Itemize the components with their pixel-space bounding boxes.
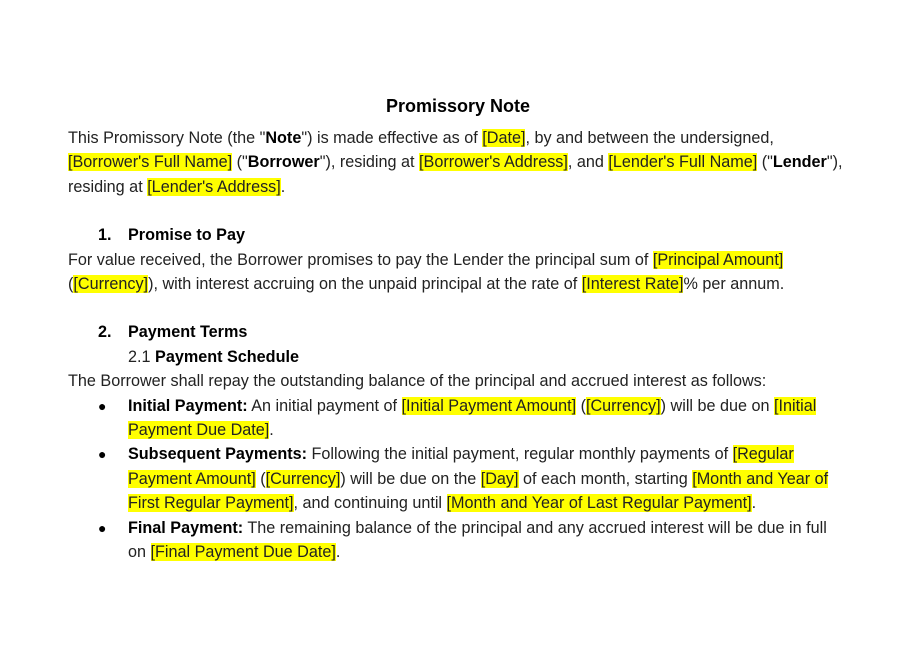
text-run: ( bbox=[68, 275, 74, 294]
payment-schedule-list bbox=[68, 394, 848, 565]
spacer bbox=[68, 199, 848, 223]
placeholder-first-regular-payment: [Month and Year of First Regular Payment] bbox=[128, 469, 829, 513]
section-2-heading bbox=[68, 320, 848, 344]
text-run: ( bbox=[576, 396, 586, 415]
text-run: , by and between the undersigned, bbox=[525, 129, 774, 147]
intro-paragraph bbox=[68, 126, 848, 199]
placeholder-final-payment-due-date: [Final Payment Due Date] bbox=[150, 543, 336, 562]
list-item-subsequent-payments bbox=[68, 442, 848, 515]
list-item-label: Initial Payment: bbox=[128, 396, 248, 415]
text-run: . bbox=[269, 421, 274, 440]
list-item-initial-payment bbox=[68, 394, 848, 443]
text-run: ) will be due on the bbox=[340, 469, 481, 488]
text-run: "), residing at bbox=[68, 153, 843, 196]
text-run: ) will be due on bbox=[660, 396, 775, 415]
text-run: . bbox=[335, 543, 341, 562]
placeholder-last-regular-payment: [Month and Year of Last Regular Payment] bbox=[446, 494, 752, 513]
subsection-title: Payment Schedule bbox=[155, 347, 299, 366]
placeholder-interest-rate: [Interest Rate] bbox=[581, 275, 684, 294]
placeholder-lender-address: [Lender's Address] bbox=[147, 177, 281, 196]
text-run: (" bbox=[232, 153, 248, 172]
placeholder-borrower-address: [Borrower's Address] bbox=[419, 153, 568, 172]
placeholder-currency: [Currency] bbox=[585, 396, 661, 415]
text-run: % per annum. bbox=[683, 275, 785, 294]
text-run: For value received, the Borrower promises to pay the Lender the principal sum of bbox=[68, 250, 653, 269]
text-run: (" bbox=[757, 153, 773, 172]
section-2-intro: The Borrower shall repay the outstanding balance of the principal and accrued interest as follows: bbox=[68, 372, 767, 391]
placeholder-initial-payment-due-date: [Initial Payment Due Date] bbox=[128, 396, 817, 440]
text-run: . bbox=[280, 177, 286, 196]
section-1-number: 1. bbox=[98, 226, 112, 245]
text-run: of each month, starting bbox=[518, 469, 693, 488]
text-run: This Promissory Note (the " bbox=[68, 129, 266, 147]
placeholder-lender-name: [Lender's Full Name] bbox=[608, 153, 758, 172]
placeholder-date: [Date] bbox=[482, 129, 526, 147]
text-run: ( bbox=[255, 469, 266, 488]
list-item-label: Final Payment: bbox=[128, 518, 244, 537]
text-run: , and continuing until bbox=[293, 494, 447, 513]
section-2-title: Payment Terms bbox=[128, 323, 248, 342]
bullet-icon: ● bbox=[98, 519, 107, 536]
bullet-icon: ● bbox=[98, 397, 107, 414]
text-run: Following the initial payment, regular monthly payments of bbox=[307, 445, 733, 464]
list-item-label: Subsequent Payments: bbox=[128, 445, 308, 464]
spacer bbox=[68, 296, 848, 320]
section-1-heading bbox=[68, 223, 848, 247]
bullet-icon: ● bbox=[98, 446, 107, 463]
list-item-final-payment bbox=[68, 516, 848, 565]
text-run: An initial payment of bbox=[247, 396, 402, 415]
text-run: "), residing at bbox=[319, 153, 420, 172]
placeholder-initial-payment-amount: [Initial Payment Amount] bbox=[401, 396, 577, 415]
placeholder-regular-payment-amount: [Regular Payment Amount] bbox=[128, 445, 794, 488]
section-1-paragraph bbox=[68, 248, 848, 297]
text-run: ") is made effective as of bbox=[301, 129, 483, 147]
document-body bbox=[68, 92, 848, 565]
placeholder-principal-amount: [Principal Amount] bbox=[652, 250, 784, 269]
document-title: Promissory Note bbox=[385, 96, 531, 116]
section-1-title: Promise to Pay bbox=[128, 226, 245, 245]
text-run: The remaining balance of the principal and any accrued interest will be due in full on bbox=[128, 518, 827, 562]
placeholder-borrower-name: [Borrower's Full Name] bbox=[68, 153, 233, 172]
section-2-number: 2. bbox=[98, 323, 112, 342]
subsection-2-1-heading bbox=[68, 345, 848, 369]
text-run: . bbox=[751, 494, 757, 513]
text-run: ), with interest accruing on the unpaid principal at the rate of bbox=[148, 275, 582, 294]
placeholder-day: [Day] bbox=[480, 469, 519, 488]
defined-term-note: Note bbox=[265, 129, 302, 147]
defined-term-lender: Lender bbox=[772, 153, 827, 172]
placeholder-currency: [Currency] bbox=[73, 275, 149, 294]
placeholder-currency: [Currency] bbox=[265, 469, 341, 488]
defined-term-borrower: Borrower bbox=[247, 153, 320, 172]
text-run: , and bbox=[567, 153, 609, 172]
subsection-number: 2.1 bbox=[128, 347, 156, 366]
